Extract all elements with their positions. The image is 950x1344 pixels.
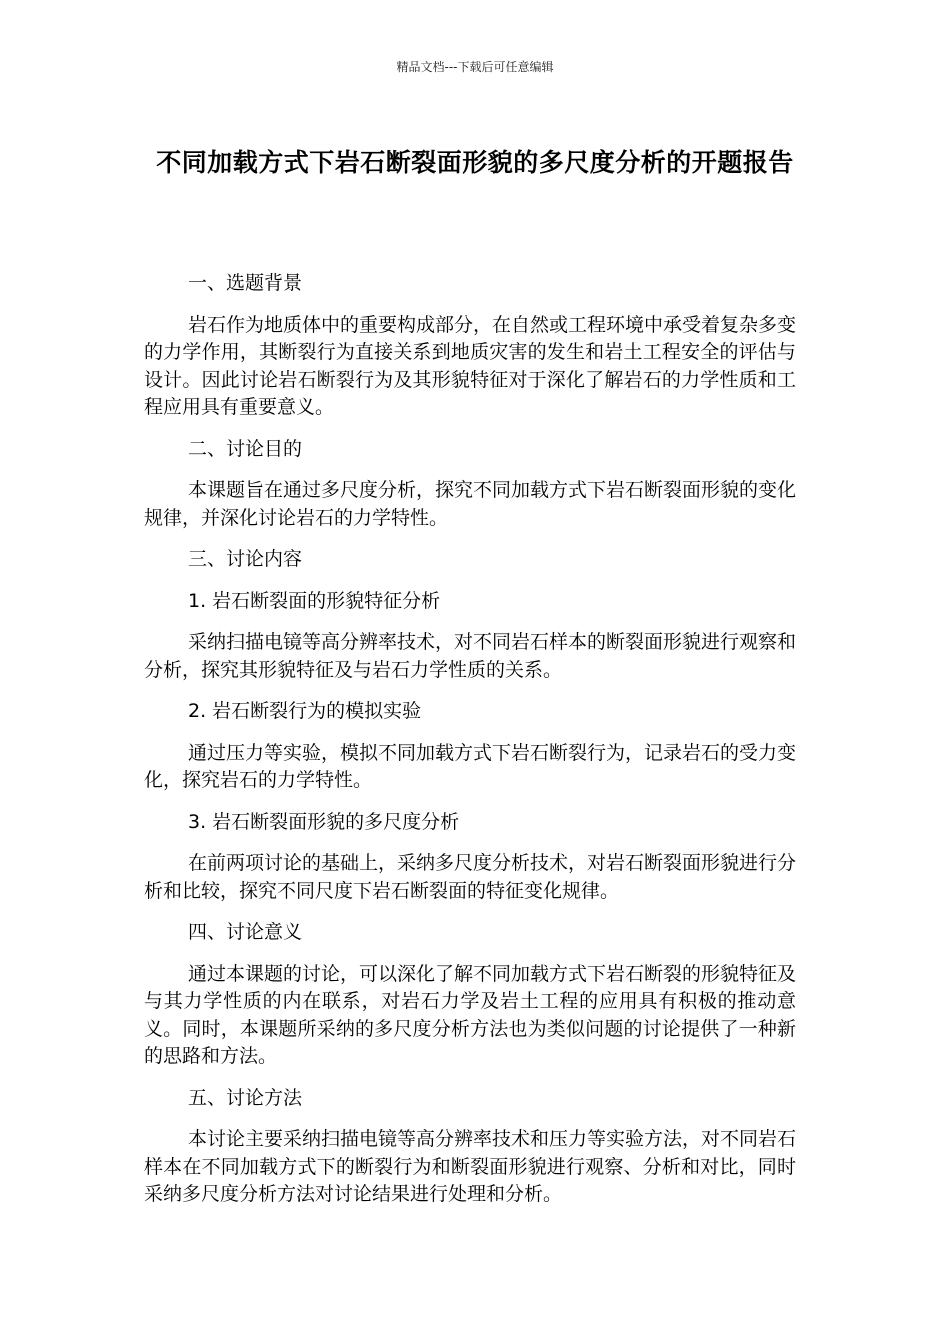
section-heading-content: 三、讨论内容 xyxy=(188,548,303,570)
section-text-significance: 通过本课题的讨论，可以深化了解不同加载方式下岩石断裂的形貌特征及与其力学性质的内在联系，对岩石力学及岩土工程的应用具有积极的推动意义。同时，本课题所采纳的多尺度分析方法也为类似问题的讨论提供了一种新的思路和方法。 xyxy=(144,962,797,1067)
section-text-method: 本讨论主要采纳扫描电镜等高分辨率技术和压力等实验方法，对不同岩石样本在不同加载方式下的断裂行为和断裂面形貌进行观察、分析和对比，同时采纳多尺度分析方法对讨论结果进行处理和分析。 xyxy=(144,1128,797,1205)
document-title: 不同加载方式下岩石断裂面形貌的多尺度分析的开题报告 xyxy=(156,148,794,177)
section-text-background: 岩石作为地质体中的重要构成部分，在自然或工程环境中承受着复杂多变的力学作用，其断裂行为直接关系到地质灾害的发生和岩土工程安全的评估与设计。因此讨论岩石断裂行为及其形貌特征对于深化了解岩石的力学性质和工程应用具有重要意义。 xyxy=(144,313,797,418)
header-note: 精品文档---下载后可任意编辑 xyxy=(396,60,554,74)
section-heading-significance: 四、讨论意义 xyxy=(188,921,303,943)
subsection-heading-2: 2. 岩石断裂行为的模拟实验 xyxy=(188,700,422,722)
section-text-purpose: 本课题旨在通过多尺度分析，探究不同加载方式下岩石断裂面形貌的变化规律，并深化讨论岩石的力学特性。 xyxy=(144,479,797,529)
subsection-heading-1: 1. 岩石断裂面的形貌特征分析 xyxy=(188,589,441,612)
subsection-text-1: 采纳扫描电镜等高分辨率技术，对不同岩石样本的断裂面形貌进行观察和分析，探究其形貌特征及与岩石力学性质的关系。 xyxy=(144,631,797,681)
subsection-text-2: 通过压力等实验，模拟不同加载方式下岩石断裂行为，记录岩石的受力变化，探究岩石的力学特性。 xyxy=(144,741,797,791)
subsection-text-3: 在前两项讨论的基础上，采纳多尺度分析技术，对岩石断裂面形貌进行分析和比较，探究不同尺度下岩石断裂面的特征变化规律。 xyxy=(144,852,797,902)
section-heading-purpose: 二、讨论目的 xyxy=(188,437,303,460)
section-heading-background: 一、选题背景 xyxy=(188,272,303,294)
subsection-heading-3: 3. 岩石断裂面形貌的多尺度分析 xyxy=(188,810,460,833)
document-body xyxy=(144,270,796,1223)
section-heading-method: 五、讨论方法 xyxy=(188,1086,303,1109)
